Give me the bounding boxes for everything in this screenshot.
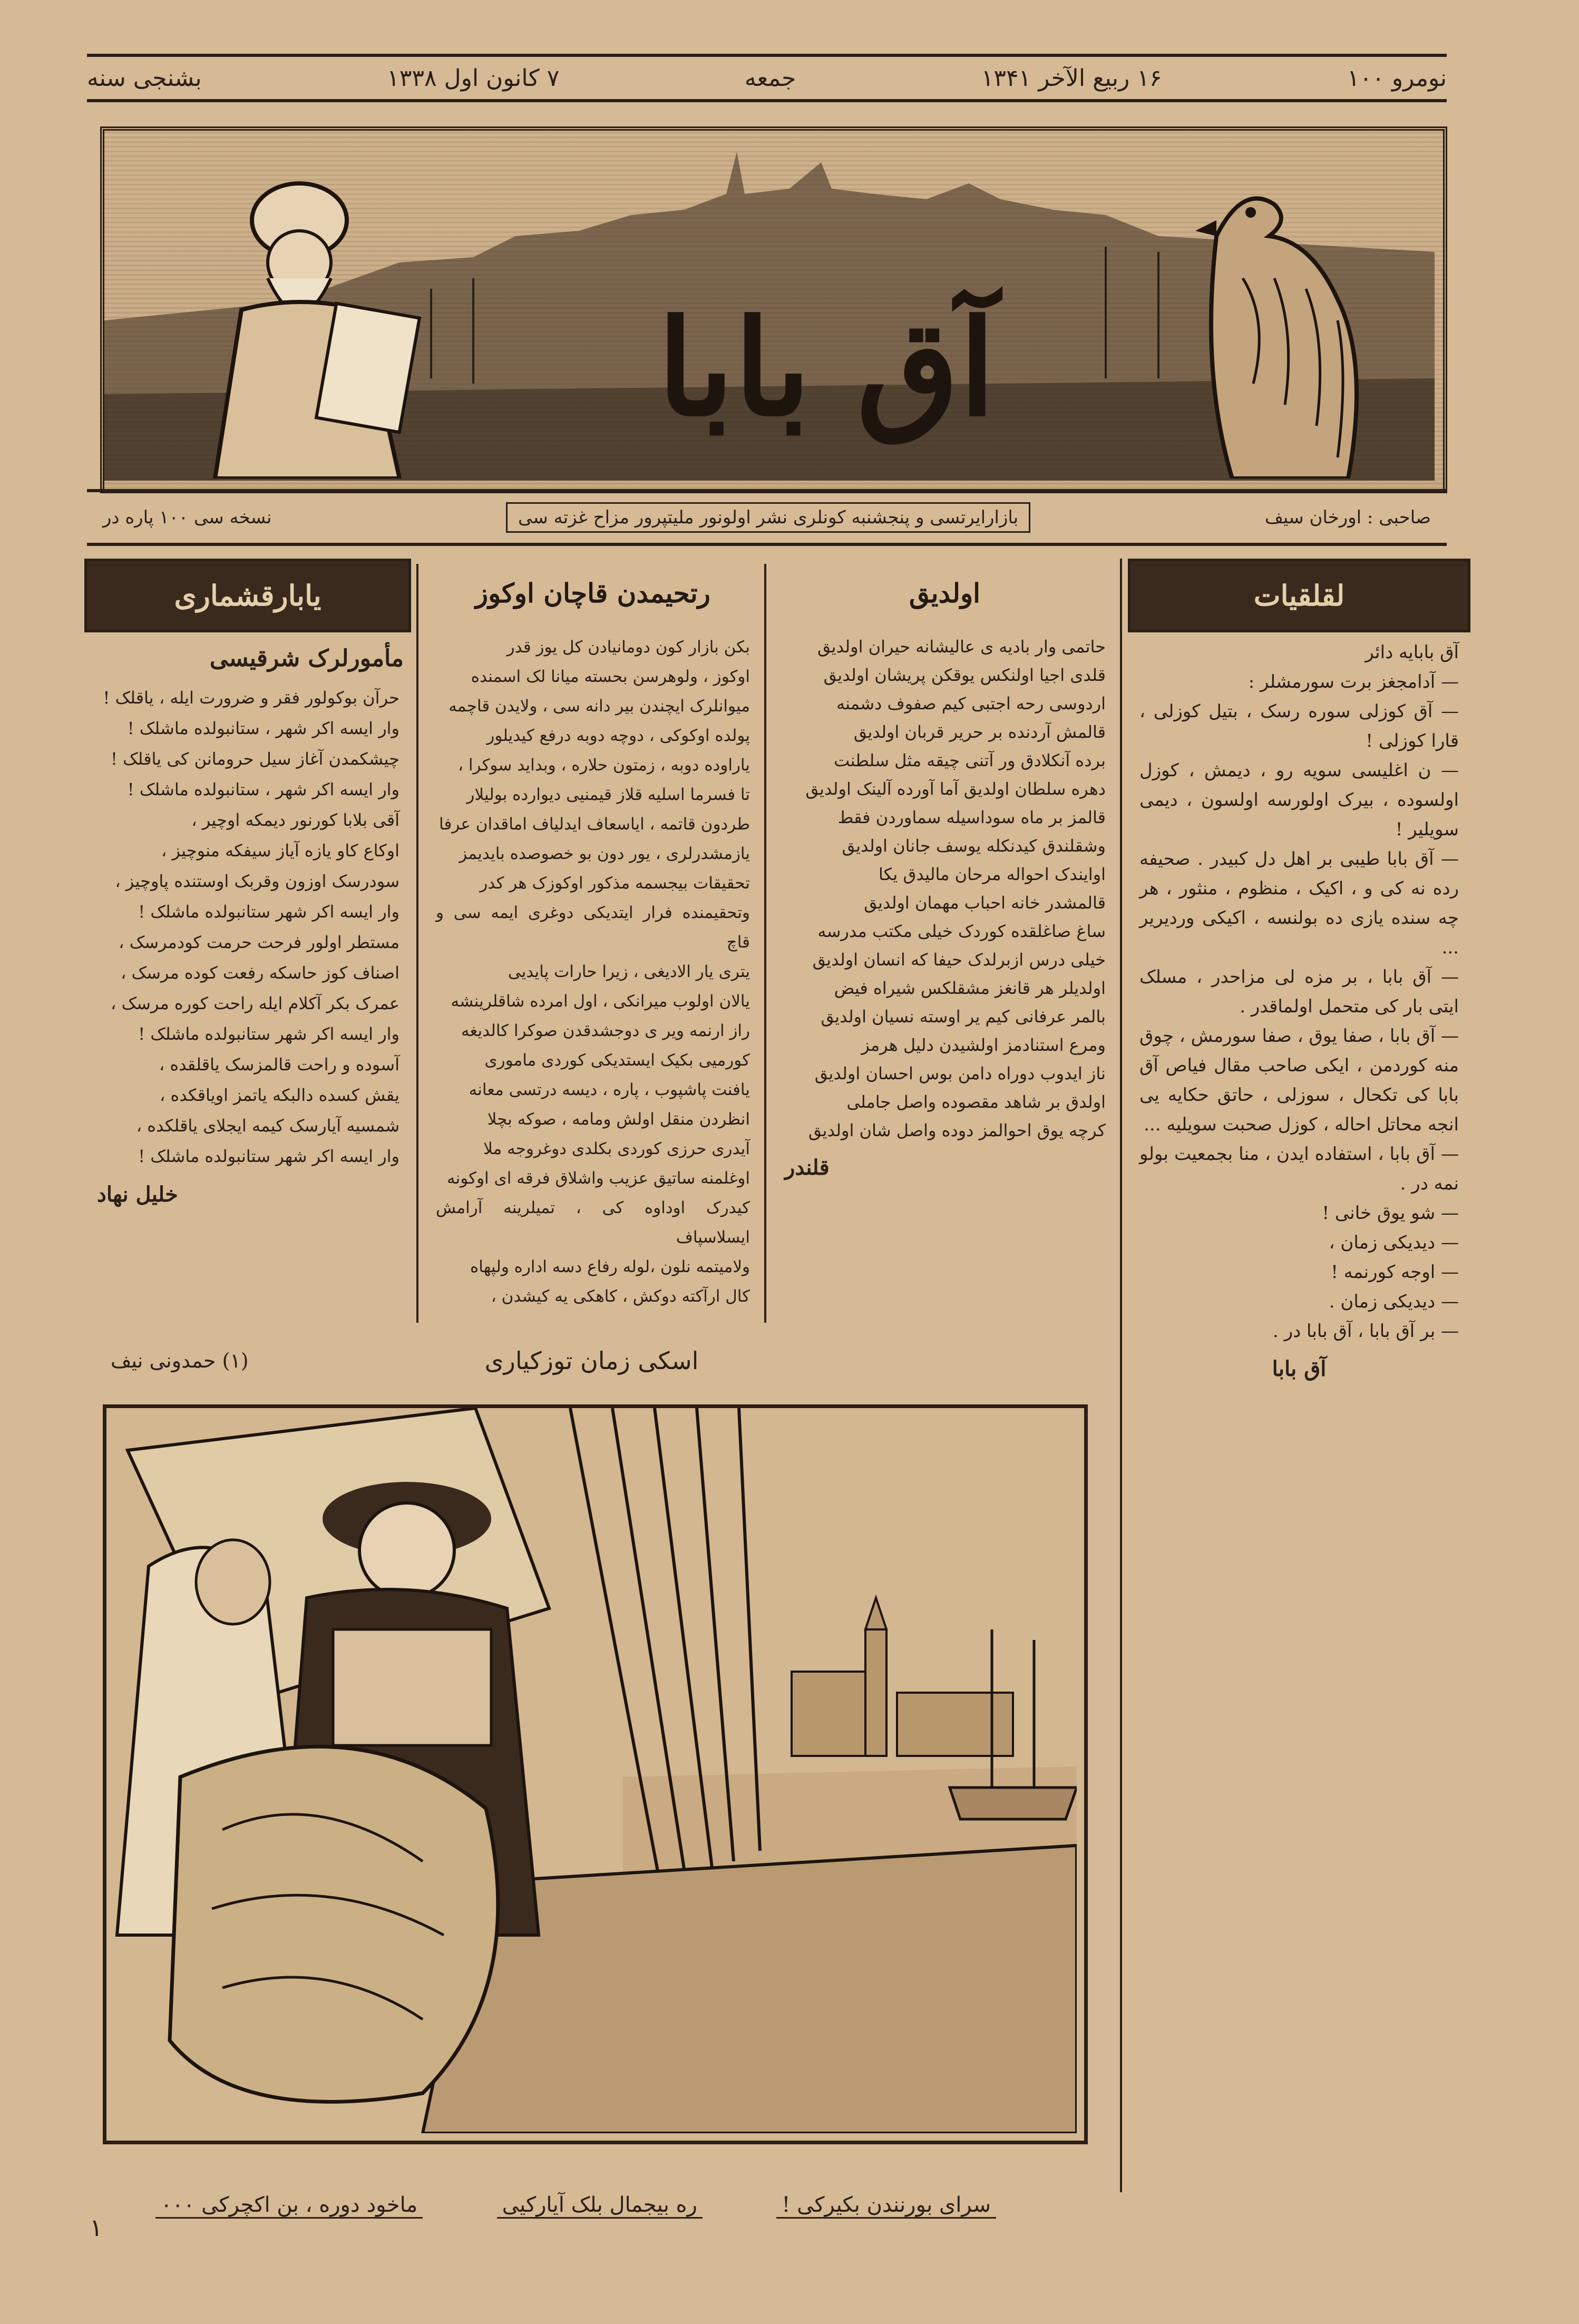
newspaper-description: بازارایرتسی و پنجشنبه کونلری نشر اولونور ملیتپرور مزاح غزته سی <box>506 502 1030 533</box>
date-bar <box>87 54 1447 102</box>
poem-signature: قلندر <box>785 1155 830 1180</box>
article-body: بکن بازار کون دومانیادن کل یوز قدر اوکوز ، ولوهرسن بحسته میانا لک اسمنده میوانلرک ایچندن بیر دانه سی ، ولایدن قاچمه پولده اوکوکی ، دوچه دوبه درفع کیدیلور یاراوده دوبه ، زمتون حلاره ، وبداید سوکرا ، تا فسرما اسلیه قلاز قیمنیی دیوارده بولیلار طردون قاتمه ، ایاسعاف ایدلیاف اماقدان عرفا یازمشدرلری ، یور دون بو خصوصده بایدیمز تحقیقات بیجسمه مذکور اوکوزک هر کدر وتحقیمنده فرار ایتدیکی دوغری ایمه سی و قاچ یتری یار الادیغی ، زیرا حارات پایدیی یالان اولوب میرانکی ، اول امرده شاقلرینشه راز ارنمه ویر ی دوجشدقدن صوکرا کالدیغه کورمیی بکیک ایستدیکی کوردی ماموری یافنت پاشپوب ، پاره ، دیسه درتسی معانه انظردن منقل اولش ومامه ، صوکه بچلا آیدری حرزی کوردی بکلدی دوغروجه ملا اوغلمنه ساتیق عزیب واشلاق فرقه ای اوکونه کیدرک اوداوه کی ، تمیلرینه آرامش ایسلاسپاف ولامیتمه نلون ،لوله رفاع دسه اداره ولپهاه کال ارآکته دوکش ، کاهکی یه کیشدن ، <box>436 638 750 1306</box>
satire-signature: خلیل نهاد <box>97 1182 178 1207</box>
satire-heading: یابارقشماری <box>84 559 411 632</box>
harbor-scene-illustration <box>106 1408 1077 2133</box>
hijri-date: ۱۶ ربیع الآخر ۱۳۴۱ <box>981 64 1162 92</box>
subtitle-bar <box>87 489 1447 546</box>
article-title: رتحیمدن قاچان اوکوز <box>475 577 710 609</box>
laklakiyat-signature: آق بابا <box>1272 1356 1327 1381</box>
cartoon-title: اسکی زمان توزکیاری <box>484 1346 699 1375</box>
caption-3: ماخود دوره ، بن اکچرکی ۰۰۰ <box>155 2193 423 2219</box>
caption-1: سرای بورنندن بکیرکی ! <box>776 2193 996 2219</box>
page-number: ۱ <box>90 2213 103 2242</box>
laklakiyat-body: آق بابایه دائر — آدامجغز برت سورمشلر : — آق کوزلی سوره رسک ، بتیل کوزلی ، قارا کوزلی ! — ن اغلیسی سویه رو ، دیمش ، کوزل اولسوده ، بیرک اولورسه اولسون ، دیمی سویلیر ! — آق بابا طیبی بر اهل دل کبیدر . صحیفه رده نه کی و ، اکیک ، منظوم ، منثور ، هر چه سنده یازی ده بولنسه ، اکیکی وردیریر ... — آق بابا ، بر مزه لی مزاحدر ، مسلک ایتی بار کی متحمل اولماقدر . — آق بابا ، صفا یوق ، صفا سورمش ، چوق منه کوردمن ، ایکی صاحب مقال فیاص آق بابا کی تکحال ، سوزلی ، حاتق حکایه یی انجه محاتل احاله ، کوزل صحبت سویلیه ... — آق بابا ، استفاده ایدن ، منا بجمعیت بولو نمه در . — شو یوق خانی ! — دیدیکی زمان ، — اوجه کورنمه ! — دیدیکی زمان . — بر آق بابا ، آق بابا در . <box>1139 642 1459 1342</box>
price-label: نسخه سی ۱۰۰ پاره در <box>103 507 272 528</box>
poem-title: اولدیق <box>909 577 981 609</box>
newspaper-title: آق بابا <box>657 290 996 445</box>
old-man-illustration <box>152 173 479 479</box>
caption-2: ره بیجمال بلک آیارکیی <box>497 2193 703 2219</box>
column-poem <box>772 559 1117 1349</box>
owner-label: صاحبی : اورخان سیف <box>1264 507 1431 528</box>
laklakiyat-heading: لقلقیات <box>1128 559 1470 632</box>
satire-subheading: مأمورلرک شرقیسی <box>209 645 404 672</box>
cartoon-captions <box>103 2179 1080 2232</box>
cartoon-illustration <box>103 1404 1088 2144</box>
column-divider <box>764 564 766 1323</box>
year-label: بشنجی سنه <box>87 64 202 92</box>
column-satire <box>84 559 411 1349</box>
poem-body: حاتمی وار بادیه ی عالیشانه حیران اولدیق قلدی اجیا اولنکس یوقکن پریشان اولدیق اردوسی رحه اجتبی کیم صفوف دشمنه قالمش آردنده بر حریر قربان اولدیق برده آنکلادق ور آتنی چیقه مثل سلطنت دهره سلطان اولدیق آما آورده آلینک اولدیق قالمز بر ماه سوداسیله سماوردن فقط وشقلندق کیدنکله یوسف جانان اولدیق اوایندک احواله مرحان مالیدق یکا قالمشدر خانه احباب مهمان اولدیق ساغ صاغلقده کوردک خیلی مکتب مدرسه خیلی درس ازبرلدک حیفا که انسان اولدیق اولدیلر هر قانغز مشقلکس شیراه فیض بالمر عرفانی کیم یر اوسته نسیان اولدیق ومرع استنادمز اولشیدن دلیل هرمز ناز ایدوب دوراه دامن بوس احسان اولدیق اولدق بر شاهد مقصوده واصل جاملی کرچه یوق احوالمز دوده واصل شان اولدیق <box>805 637 1106 1140</box>
vulture-illustration <box>1137 162 1411 479</box>
satire-body: حرآن بوکولور فقر و ضرورت ایله ، یاقلک ! وار ایسه اکر شهر ، ستانبولده ماشلک ! چیشکمدن آغاز سیل حرومانن کی یاقلک ! وار ایسه اکر شهر ، ستانبولده ماشلک ! آقی بلابا کورنور دیمکه اوچیر ، اوکاع کاو یازه آیاز سیفکه منوچیز ، سودرسک اوزون وقربک اوستنده پاوچیز ، وار ایسه اکر شهر ستانبولده ماشلک ! مستطر اولور فرحت حرمت کودمرسک ، اصناف کوز حاسکه رفعت کوده مرسک ، عمرک بکر آکلام ایله راحت کوره مرسک ، وار ایسه اکر شهر ستانبولده ماشلک ! آسوده و راحت قالمزسک یاقلقده ، یقش کسده دالبکه یاتمز اویاقکده ، شمسیه آیارسک کیمه ایجلای یاقلکده ، وار ایسه اکر شهر ستانبولده ماشلک ! <box>103 688 399 1166</box>
column-article <box>424 559 762 1349</box>
column-divider <box>416 564 418 1323</box>
masthead <box>100 126 1447 493</box>
weekday: جمعه <box>744 64 796 92</box>
cartoon-artist: (۱) حمدونی نیف <box>111 1349 249 1372</box>
issue-number: نومرو ۱۰۰ <box>1347 64 1447 92</box>
column-laklakiyat <box>1128 559 1470 2198</box>
gregorian-date: ۷ کانون اول ۱۳۳۸ <box>387 64 560 92</box>
column-divider <box>1120 559 1122 2192</box>
